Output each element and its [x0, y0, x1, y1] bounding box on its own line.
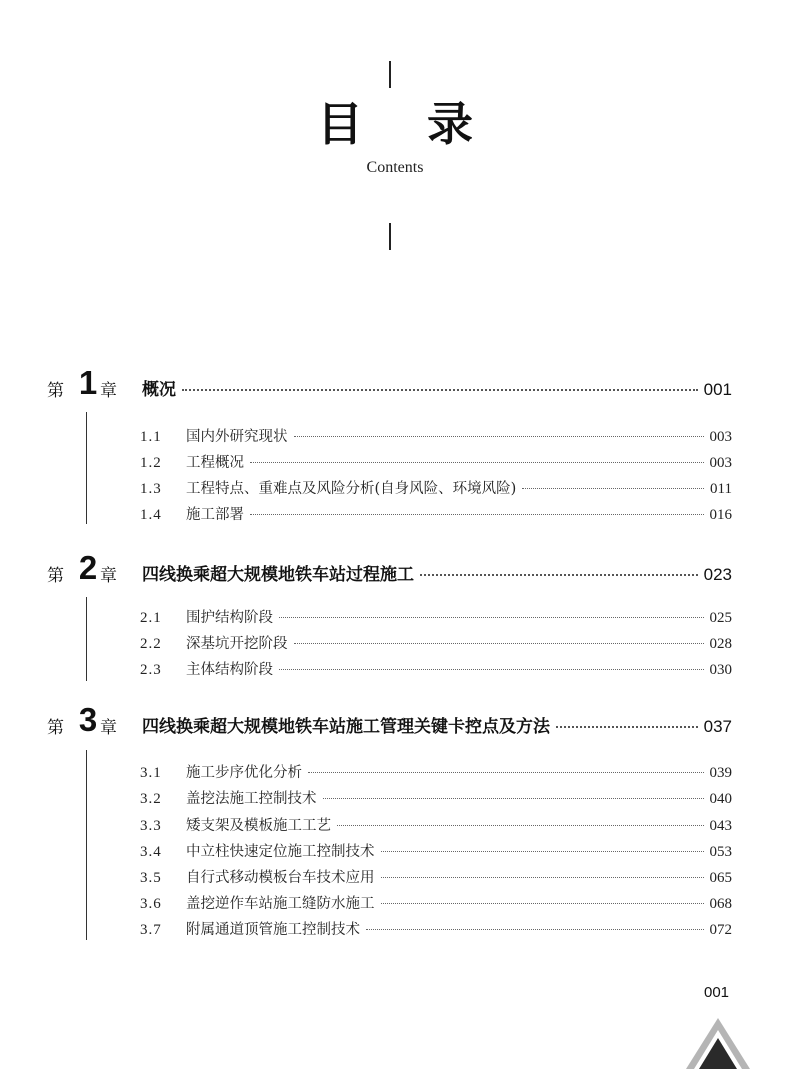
chapter-3-section-bar [86, 750, 87, 940]
chapter-1-heading[interactable] [47, 364, 732, 402]
toc-entry-2-2[interactable] [140, 632, 732, 656]
toc-entry-3-6[interactable] [140, 892, 732, 916]
section-page: 040 [709, 791, 732, 807]
section-number: 1.1 [140, 429, 162, 445]
chapter-prefix: 第 [47, 718, 64, 738]
chapter-title: 四线换乘超大规模地铁车站过程施工 [142, 565, 414, 585]
section-title: 施工部署 [186, 507, 244, 523]
section-page: 028 [709, 636, 732, 652]
section-page: 068 [709, 896, 732, 912]
section-title: 工程特点、重难点及风险分析(自身风险、环境风险) [186, 481, 517, 497]
top-divider-line [389, 61, 391, 88]
section-page: 039 [709, 765, 732, 781]
chapter-page: 001 [703, 380, 732, 399]
dot-leader [337, 825, 704, 826]
section-title: 主体结构阶段 [186, 662, 273, 678]
chapter-title: 四线换乘超大规模地铁车站施工管理关键卡控点及方法 [142, 717, 550, 737]
dot-leader [250, 462, 704, 463]
page-subtitle: Contents [366, 159, 424, 176]
toc-entry-2-1[interactable] [140, 606, 732, 630]
toc-entry-1-3[interactable] [140, 477, 732, 501]
triangle-logo-icon [686, 1018, 750, 1069]
toc-entry-3-1[interactable] [140, 761, 732, 785]
dot-leader [522, 488, 704, 489]
section-page: 025 [709, 610, 732, 626]
chapter-suffix: 章 [100, 381, 117, 401]
section-page: 003 [709, 429, 732, 445]
chapter-page: 023 [703, 565, 732, 584]
dot-leader [366, 929, 704, 930]
section-page: 043 [709, 818, 732, 834]
page-number: 001 [704, 984, 730, 1001]
section-title: 盖挖法施工控制技术 [186, 791, 317, 807]
chapter-number: 3 [78, 701, 98, 738]
section-title: 施工步序优化分析 [186, 765, 302, 781]
dot-leader [420, 574, 698, 576]
toc-entry-3-7[interactable] [140, 918, 732, 942]
section-number: 3.4 [140, 844, 162, 860]
section-title: 国内外研究现状 [186, 429, 288, 445]
dot-leader [294, 436, 704, 437]
toc-entry-1-1[interactable] [140, 425, 732, 449]
section-number: 3.1 [140, 765, 162, 781]
section-number: 3.2 [140, 791, 162, 807]
section-page: 030 [709, 662, 732, 678]
toc-entry-1-4[interactable] [140, 503, 732, 527]
section-page: 053 [709, 844, 732, 860]
section-number: 2.1 [140, 610, 162, 626]
section-page: 011 [710, 481, 732, 497]
toc-entry-2-3[interactable] [140, 658, 732, 682]
toc-entry-3-2[interactable] [140, 787, 732, 811]
chapter-2-heading[interactable] [47, 549, 732, 587]
section-title: 中立柱快速定位施工控制技术 [186, 844, 375, 860]
toc-entry-3-5[interactable] [140, 866, 732, 890]
section-title: 工程概况 [186, 455, 244, 471]
dot-leader [182, 389, 698, 391]
section-page: 016 [709, 507, 732, 523]
chapter-3-heading[interactable] [47, 701, 732, 739]
chapter-suffix: 章 [100, 718, 117, 738]
dot-leader [279, 669, 704, 670]
section-number: 1.2 [140, 455, 162, 471]
page-title: 目录 [317, 97, 537, 151]
dot-leader [294, 643, 704, 644]
chapter-title: 概况 [142, 380, 176, 400]
section-number: 3.7 [140, 922, 162, 938]
toc-entry-3-3[interactable] [140, 814, 732, 838]
chapter-1-section-bar [86, 412, 87, 524]
section-number: 1.3 [140, 481, 162, 497]
toc-entry-1-2[interactable] [140, 451, 732, 475]
bottom-divider-line [389, 223, 391, 250]
section-title: 盖挖逆作车站施工缝防水施工 [186, 896, 375, 912]
dot-leader [556, 726, 698, 728]
chapter-number: 2 [78, 549, 98, 586]
dot-leader [279, 617, 704, 618]
dot-leader [250, 514, 704, 515]
section-page: 072 [709, 922, 732, 938]
section-title: 矮支架及模板施工工艺 [186, 818, 331, 834]
chapter-prefix: 第 [47, 381, 64, 401]
section-title: 围护结构阶段 [186, 610, 273, 626]
chapter-number: 1 [78, 364, 98, 401]
section-number: 2.3 [140, 662, 162, 678]
dot-leader [308, 772, 704, 773]
chapter-2-section-bar [86, 597, 87, 681]
chapter-prefix: 第 [47, 566, 64, 586]
section-number: 3.5 [140, 870, 162, 886]
section-page: 003 [709, 455, 732, 471]
dot-leader [323, 798, 704, 799]
dot-leader [381, 903, 704, 904]
chapter-suffix: 章 [100, 566, 117, 586]
dot-leader [381, 851, 704, 852]
dot-leader [381, 877, 704, 878]
section-number: 1.4 [140, 507, 162, 523]
chapter-page: 037 [703, 717, 732, 736]
section-title: 自行式移动模板台车技术应用 [186, 870, 375, 886]
section-page: 065 [709, 870, 732, 886]
section-title: 附属通道顶管施工控制技术 [186, 922, 360, 938]
section-number: 2.2 [140, 636, 162, 652]
section-title: 深基坑开挖阶段 [186, 636, 288, 652]
section-number: 3.6 [140, 896, 162, 912]
toc-entry-3-4[interactable] [140, 840, 732, 864]
section-number: 3.3 [140, 818, 162, 834]
